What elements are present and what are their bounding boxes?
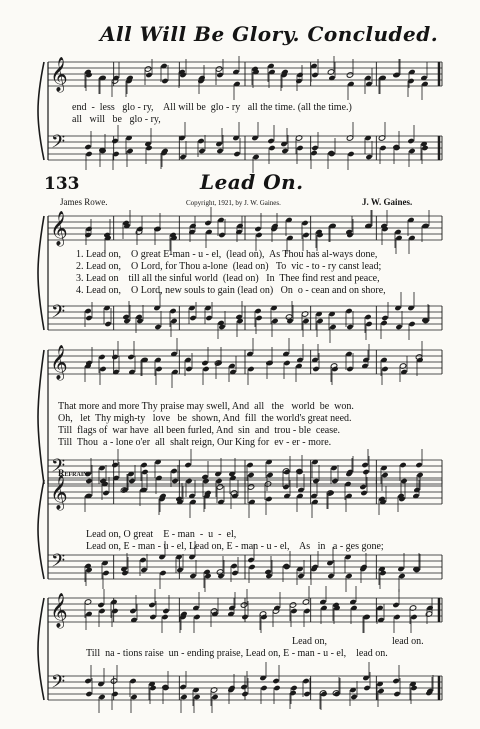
note-head: [85, 315, 92, 321]
note-head: [129, 678, 136, 684]
note-head: [327, 573, 334, 579]
note-head: [260, 685, 267, 691]
note-head: [85, 478, 92, 484]
note-head: [130, 694, 137, 700]
note-head: [282, 484, 289, 490]
note-head: [99, 366, 106, 372]
note-head: [126, 148, 133, 154]
note-head: [260, 614, 267, 620]
note-head: [359, 484, 366, 490]
note-head: [331, 478, 338, 484]
note-head: [197, 138, 204, 144]
note-head: [410, 614, 417, 620]
note-head: [141, 469, 148, 475]
note-head: [111, 354, 118, 360]
note-head: [149, 614, 156, 620]
note-head: [400, 478, 407, 484]
verse-3-line-1: 3. Lead on till all the sinful world (lead on) In Thee find rest and peace,: [76, 273, 380, 284]
treble-clef-icon: 𝄞: [50, 211, 68, 246]
note-head: [303, 608, 310, 614]
note-head: [215, 478, 222, 484]
note-head: [179, 684, 186, 690]
note-head: [144, 66, 151, 72]
note-head: [184, 462, 191, 468]
note-head: [266, 360, 273, 366]
note-head: [215, 66, 222, 72]
note-head: [393, 614, 400, 620]
note-head: [290, 685, 297, 691]
note-head: [216, 484, 223, 490]
note-head: [273, 685, 280, 691]
note-head: [265, 496, 272, 502]
note-head: [218, 232, 225, 238]
note-head: [365, 154, 372, 160]
note-head: [346, 72, 353, 78]
note-head: [98, 354, 105, 360]
note-head: [380, 320, 387, 326]
note-head: [381, 366, 388, 372]
note-head: [140, 462, 147, 468]
note-head: [246, 462, 253, 468]
bass-clef-icon: 𝄢: [51, 302, 66, 327]
note-head: [393, 691, 400, 697]
bass-clef-icon: 𝄢: [51, 456, 66, 481]
note-head: [289, 602, 296, 608]
note-head: [255, 232, 262, 238]
system-brace: [38, 480, 44, 579]
note-head: [104, 321, 111, 327]
note-head: [185, 478, 192, 484]
note-head: [179, 154, 186, 160]
note-head: [185, 366, 192, 372]
hymn-title: Lead On.: [200, 170, 304, 194]
note-head: [350, 694, 357, 700]
note-head: [85, 691, 92, 697]
note-head: [408, 148, 415, 154]
bass-clef-icon: 𝄢: [51, 551, 66, 576]
note-head: [111, 462, 118, 468]
verse-1-line-2: That more and more Thy praise may swell, And all the world be won.: [58, 401, 354, 412]
note-head: [170, 318, 177, 324]
note-head: [392, 678, 399, 684]
verse-2-line-2: Oh, let Thy migh-ty love be shown, And fill the world's great need.: [58, 413, 352, 424]
note-head: [159, 570, 166, 576]
treble-clef-icon: 𝄞: [50, 345, 68, 380]
note-head: [84, 308, 91, 314]
note-head: [180, 694, 187, 700]
treble-clef-icon: 𝄞: [50, 593, 68, 628]
note-head: [297, 573, 304, 579]
note-head: [255, 315, 262, 321]
note-head: [148, 602, 155, 608]
note-head: [154, 324, 161, 330]
hymn-number: 133: [44, 174, 80, 194]
final-line-1: Lead on, lead on.: [292, 636, 424, 647]
refrain-line-2: Lead on, E - man - u - el, Lead on, E - man - u - el, As in a - ges gone;: [86, 541, 384, 552]
note-head: [289, 690, 296, 696]
note-head: [169, 308, 176, 314]
note-head: [266, 472, 273, 478]
note-head: [302, 232, 309, 238]
note-head: [217, 573, 224, 579]
note-head: [170, 468, 177, 474]
verse-1-line-1: 1. Lead on, O great E-man - u - el, (lead on), As Thou has al-ways done,: [76, 249, 378, 260]
treble-clef-icon: 𝄞: [50, 57, 68, 92]
note-head: [162, 608, 169, 614]
note-head: [316, 318, 323, 324]
note-head: [312, 478, 319, 484]
note-head: [189, 573, 196, 579]
note-head: [97, 602, 104, 608]
note-head: [193, 614, 200, 620]
note-head: [216, 72, 223, 78]
note-head: [311, 145, 318, 151]
note-head: [331, 366, 338, 372]
note-head: [361, 462, 368, 468]
note-head: [268, 145, 275, 151]
note-head: [272, 678, 279, 684]
note-head: [303, 691, 310, 697]
note-head: [102, 570, 109, 576]
note-head: [254, 226, 261, 232]
note-head: [129, 608, 136, 614]
note-head: [85, 151, 92, 157]
note-head: [296, 145, 303, 151]
final-line-2: Till na - tions raise un - ending praise, Lead on, E - man - u - el, lead on.: [86, 648, 388, 659]
note-head: [363, 614, 370, 620]
note-head: [102, 490, 109, 496]
note-head: [329, 324, 336, 330]
verse-2-line-1: 2. Lead on, O Lord, for Thou a-lone (lead on) To vic - to - ry canst lead;: [76, 261, 382, 272]
note-head: [267, 138, 274, 144]
note-head: [193, 694, 200, 700]
note-head: [111, 138, 118, 144]
note-head: [205, 315, 212, 321]
system-brace: [38, 350, 44, 484]
note-head: [111, 691, 118, 697]
note-head: [140, 567, 147, 573]
note-head: [311, 72, 318, 78]
note-head: [145, 72, 152, 78]
note-head: [240, 602, 247, 608]
note-head: [290, 608, 297, 614]
note-head: [127, 354, 134, 360]
note-head: [84, 232, 91, 238]
note-head: [302, 318, 309, 324]
note-head: [128, 478, 135, 484]
note-head: [346, 366, 353, 372]
note-head: [381, 315, 388, 321]
composer-credit: J. W. Gaines.: [362, 197, 413, 207]
note-head: [248, 564, 255, 570]
note-head: [392, 602, 399, 608]
note-head: [241, 691, 248, 697]
note-head: [216, 148, 223, 154]
note-head: [136, 226, 143, 232]
note-head: [360, 490, 367, 496]
note-head: [346, 324, 353, 330]
note-head: [252, 154, 259, 160]
note-head: [286, 318, 293, 324]
note-head: [363, 685, 370, 691]
verse-4-line-1: 4. Lead on, O Lord, new souls to gain (lead on) On o - cean and on shore,: [76, 285, 386, 296]
note-head: [161, 78, 168, 84]
note-head: [283, 360, 290, 366]
bass-clef-icon: 𝄢: [51, 672, 66, 697]
note-head: [198, 148, 205, 154]
note-head: [84, 144, 91, 150]
note-head: [281, 148, 288, 154]
note-head: [415, 462, 422, 468]
note-head: [345, 573, 352, 579]
verse-4-line-2: Till Thou a - lone o'er all shalt reign, Our King for ev - er - more.: [58, 437, 332, 448]
verse-3-line-2: Till flags of war have all been furled, And sin and trou - ble cease.: [58, 425, 341, 436]
note-head: [204, 220, 211, 226]
note-head: [393, 72, 400, 78]
refrain-label: Refrain.: [58, 468, 90, 478]
note-head: [202, 366, 209, 372]
author-credit: James Rowe.: [60, 197, 108, 207]
note-head: [377, 688, 384, 694]
note-head: [345, 308, 352, 314]
concluded-lyric-line-2: all will be glo - ry,: [72, 114, 161, 125]
note-head: [139, 557, 146, 563]
note-head: [85, 226, 92, 232]
note-head: [98, 608, 105, 614]
note-head: [296, 72, 303, 78]
note-head: [347, 151, 354, 157]
note-head: [247, 557, 254, 563]
note-head: [176, 567, 183, 573]
system-brace: [38, 62, 44, 160]
note-head: [379, 145, 386, 151]
note-head: [407, 78, 414, 84]
concluded-lyric-line-1: end - less glo - ry, All will be glo - ry all the time. (all the time.): [72, 102, 352, 113]
note-head: [271, 318, 278, 324]
note-head: [155, 366, 162, 372]
note-head: [161, 614, 168, 620]
note-head: [395, 324, 402, 330]
note-head: [301, 220, 308, 226]
note-head: [189, 315, 196, 321]
note-head: [407, 138, 414, 144]
note-head: [111, 608, 118, 614]
note-head: [171, 478, 178, 484]
note-head: [154, 226, 161, 232]
copyright-notice: Copyright, 1921, by J. W. Gaines.: [186, 199, 281, 207]
concluded-title: All Will Be Glory. Concluded.: [100, 22, 439, 46]
note-head: [364, 314, 371, 320]
treble-clef-icon: 𝄞: [50, 475, 68, 510]
note-head: [399, 462, 406, 468]
note-head: [240, 684, 247, 690]
note-head: [247, 366, 254, 372]
note-head: [247, 484, 254, 490]
note-head: [84, 678, 91, 684]
note-head: [231, 570, 238, 576]
note-head: [398, 573, 405, 579]
note-head: [408, 321, 415, 327]
note-head: [211, 694, 218, 700]
note-head: [241, 614, 248, 620]
bass-clef-icon: 𝄢: [51, 132, 66, 157]
note-head: [98, 694, 105, 700]
note-head: [201, 360, 208, 366]
note-head: [365, 321, 372, 327]
note-head: [302, 678, 309, 684]
refrain-line-1: Lead on, O great E - man - u - el,: [86, 529, 237, 540]
note-head: [312, 366, 319, 372]
note-head: [310, 150, 317, 156]
system-brace: [38, 598, 44, 700]
note-head: [381, 472, 388, 478]
note-head: [254, 308, 261, 314]
note-head: [247, 472, 254, 478]
note-head: [230, 563, 237, 569]
system-brace: [38, 216, 44, 330]
note-head: [295, 78, 302, 84]
note-head: [233, 151, 240, 157]
